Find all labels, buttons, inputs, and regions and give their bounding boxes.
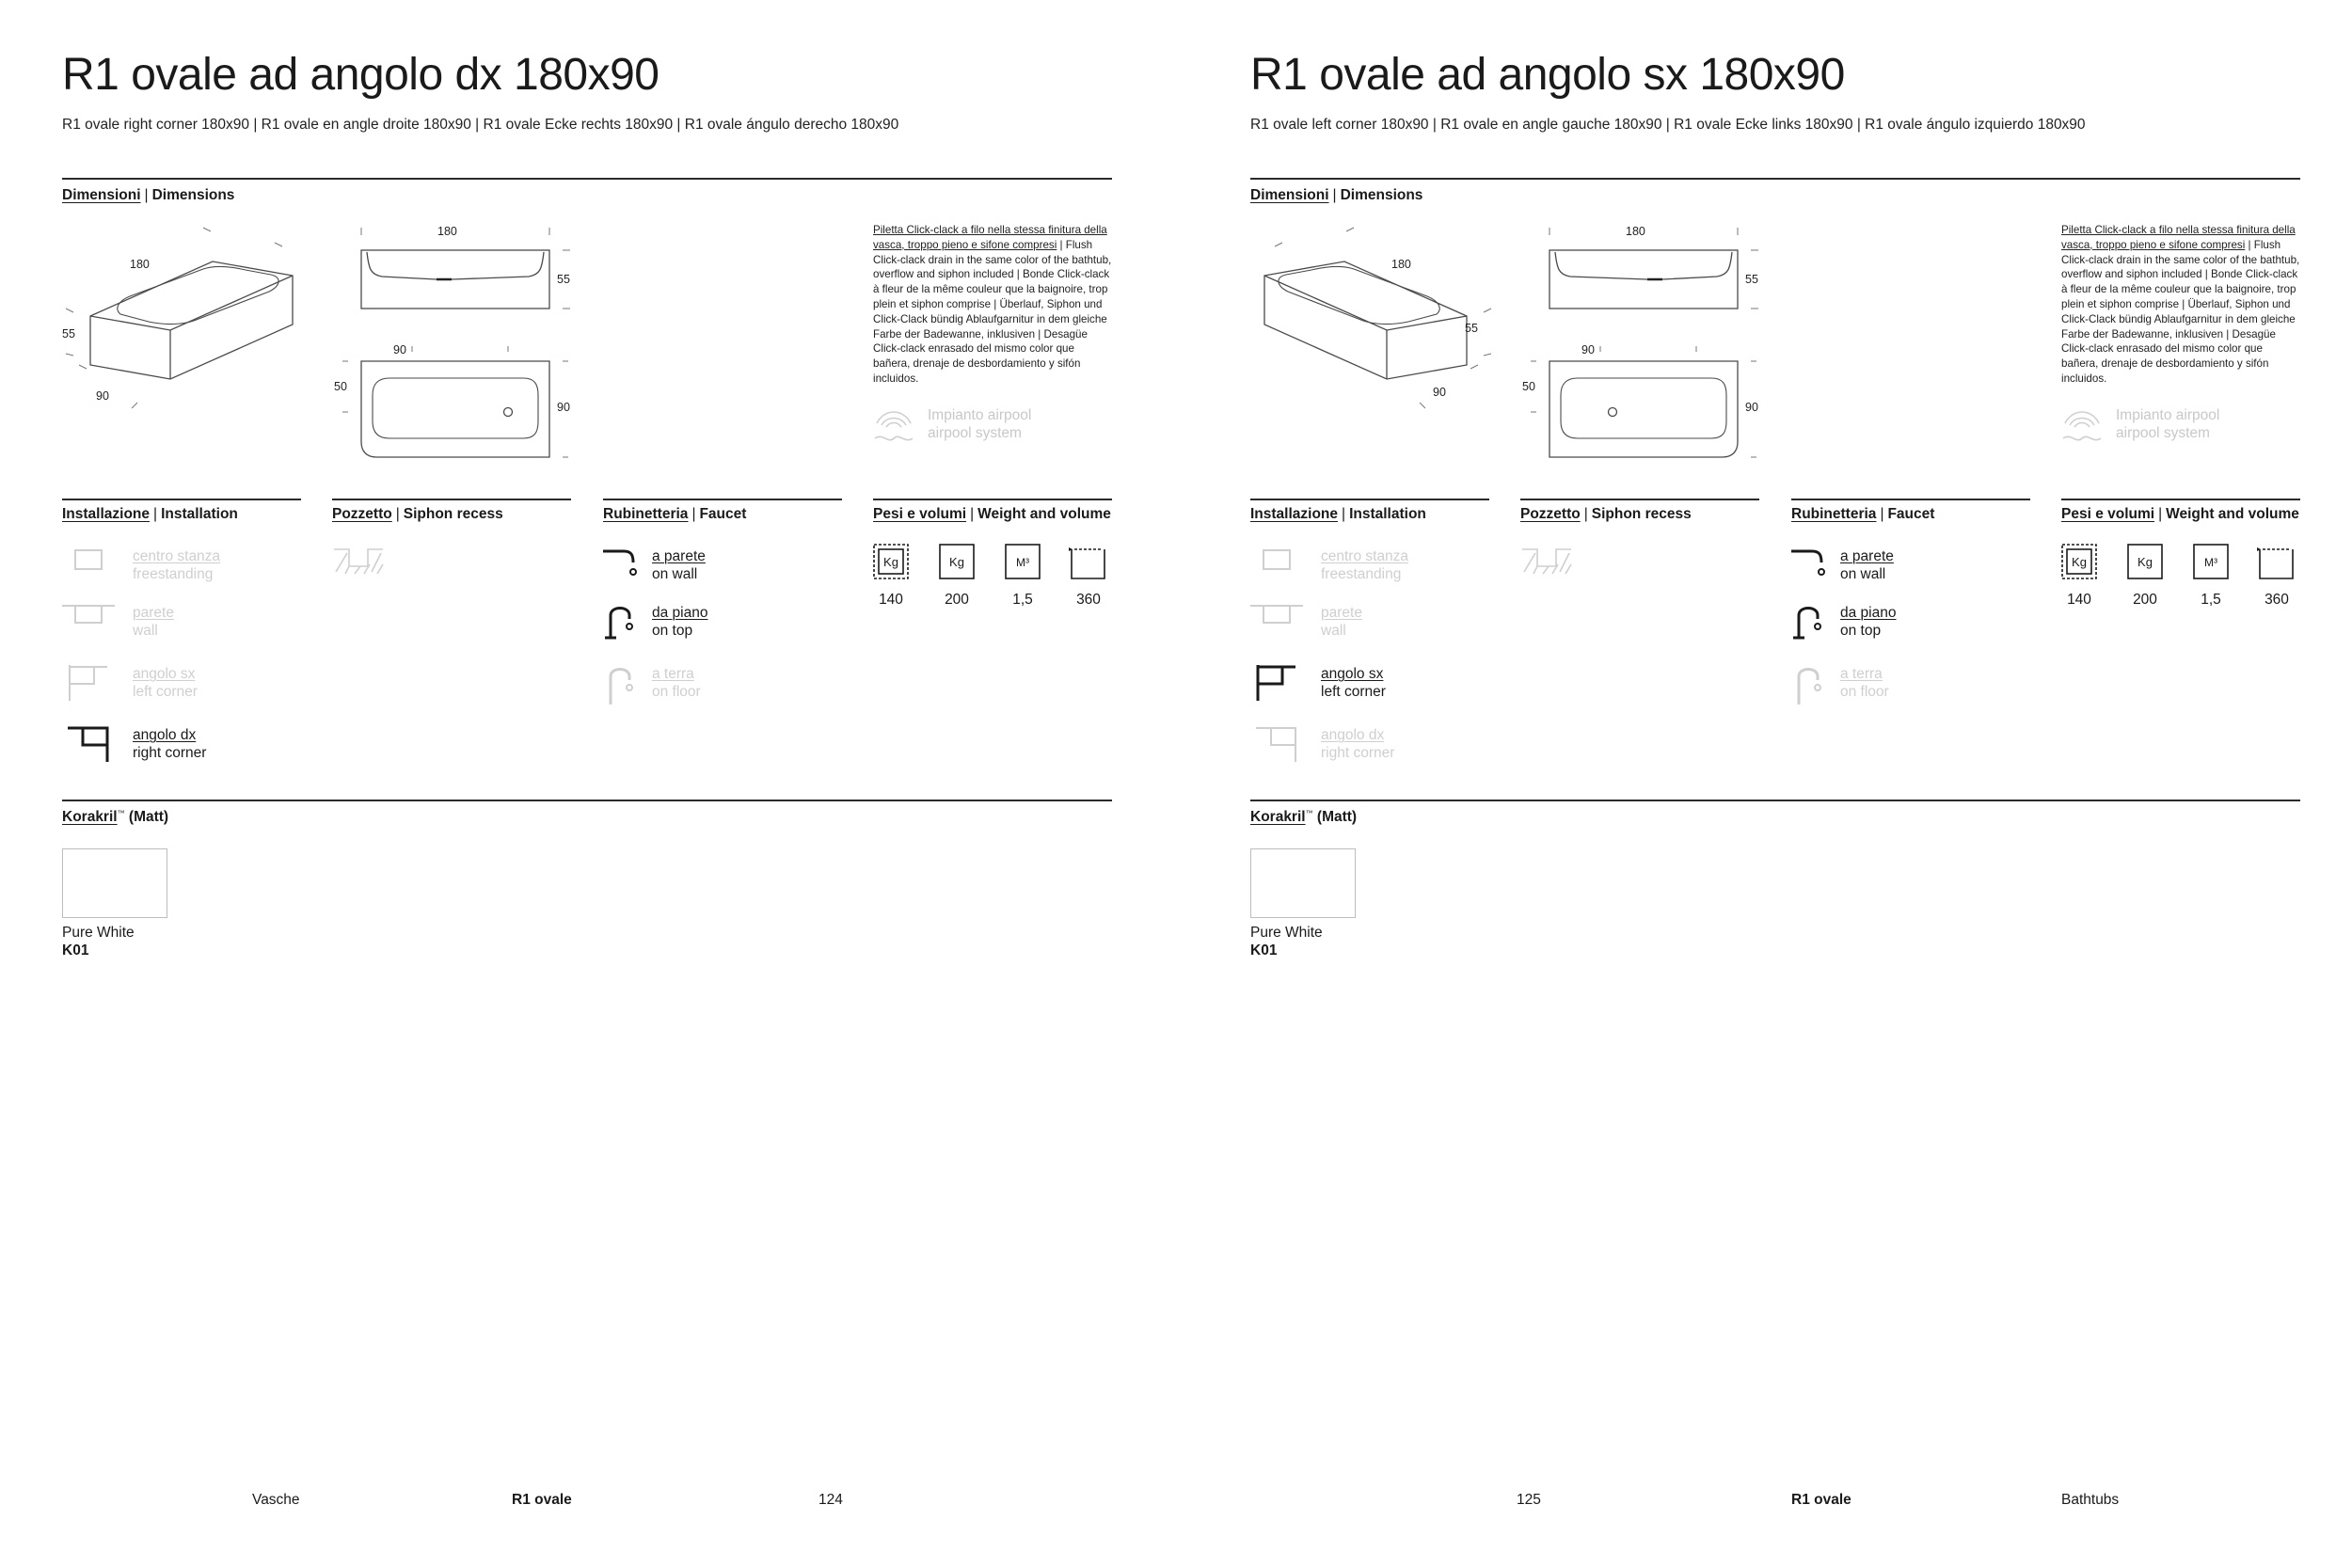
gross-weight-unit: Kg [949, 555, 964, 569]
option-label-it: a terra [652, 666, 694, 682]
option-label-it: parete [1321, 605, 1362, 621]
dimensions-heading-en: Dimensions [151, 187, 235, 203]
faucet-option-on-floor [1791, 663, 2030, 705]
right-page [1188, 0, 2352, 1568]
front-view-drawing [1538, 226, 1773, 320]
capacity-value: 360 [2265, 592, 2289, 608]
option-label-it: da piano [1840, 605, 1897, 621]
installation-option-wall [1250, 602, 1489, 643]
left-page-content [62, 0, 1112, 1568]
option-label-en: left corner [133, 684, 198, 700]
drain-note [2061, 223, 2300, 387]
airpool-label [2116, 406, 2219, 442]
faucet-heading-en: Faucet [699, 506, 747, 522]
gross-weight-value: 200 [2133, 592, 2157, 608]
volume-unit: M³ [1016, 556, 1029, 569]
drain-note-translations: | Flush Click-clack drain in the same color of the bathtub, overflow and siphon included | Bonde Click-clack à fleur de la même couleur que la baignoire, trop plein et siphon comprise | Überlauf, Siphon und Click-Clack bündig Ablaufgarnitur in dem gleiche Farbe der Badewanne, inklusiven | Desagüe Click-clack enrasado del mismo color que bañera, drenaje de desbordamiento y sifón incluidos. [873, 238, 1112, 385]
faucet-heading-it: Rubinetteria [1791, 506, 1877, 522]
front-length-label: 180 [1626, 225, 1645, 238]
weight-volume-group [2061, 544, 2300, 610]
faucet-heading-en: Faucet [1887, 506, 1935, 522]
freestanding-icon [62, 546, 115, 587]
installation-heading-it: Installazione [1250, 506, 1339, 522]
material-finish: (Matt) [128, 809, 169, 826]
left-corner-icon [62, 663, 115, 705]
front-height-label: 55 [1745, 273, 1758, 286]
page-subtitle: R1 ovale left corner 180x90 | R1 ovale en angle gauche 180x90 | R1 ovale Ecke links 180x90 | R1 ovale ángulo izquierdo 180x90 [1250, 117, 2086, 133]
trademark-mark: ™ [1305, 809, 1313, 817]
option-label-en: on floor [1840, 684, 1889, 700]
option-label-it: angolo dx [1321, 727, 1385, 743]
material-heading-name: Korakril [62, 809, 118, 826]
material-heading [62, 809, 168, 826]
drain-note-translations: | Flush Click-clack drain in the same color of the bathtub, overflow and siphon included | Bonde Click-clack à fleur de la même couleur que la baignoire, trop plein et siphon comprise | Überlauf, Siphon und Click-Clack bündig Ablaufgarnitur in dem gleiche Farbe der Badewanne, inklusiven | Desagüe Click-clack enrasado del mismo color que bañera, drenaje de desbordamiento y sifón incluidos. [2061, 238, 2300, 385]
gross-weight-icon [939, 544, 975, 579]
top-faucet-icon [603, 602, 656, 643]
net-weight-unit: Kg [883, 555, 898, 569]
section-rule [62, 178, 1112, 180]
section-rule [2061, 499, 2300, 500]
trademark-mark: ™ [117, 809, 125, 817]
siphon-recess-icon [332, 546, 385, 578]
faucet-option-on-top [1791, 602, 2030, 643]
swatch-code: K01 [62, 942, 89, 958]
drain-note-main: Piletta Click-clack a filo nella stessa finitura della vasca, troppo pieno e sifone compresi [873, 224, 1107, 251]
faucet-option-on-top [603, 602, 842, 643]
iso-width-label: 90 [96, 389, 109, 403]
section-rule [603, 499, 842, 500]
front-height-label: 55 [557, 273, 570, 286]
option-label-it: da piano [652, 605, 708, 621]
color-swatch-pure-white[interactable] [62, 848, 167, 918]
capacity-icon [2259, 544, 2295, 579]
option-label-it: a terra [1840, 666, 1883, 682]
faucet-heading: Rubinetteria | Faucet [1791, 506, 1935, 522]
net-weight-value: 140 [879, 592, 903, 608]
material-heading-name: Korakril [1250, 809, 1306, 826]
volume-value: 1,5 [2201, 592, 2221, 608]
volume-icon [1005, 544, 1041, 579]
capacity-icon [1071, 544, 1106, 579]
installation-option-freestanding [62, 546, 301, 587]
section-rule [1250, 178, 2300, 180]
faucet-option-on-wall [603, 546, 842, 587]
iso-width-label: 90 [1433, 386, 1446, 399]
drain-note [873, 223, 1112, 387]
top-view-drawing [1523, 341, 1777, 463]
iso-length-label: 180 [1391, 258, 1411, 271]
gross-weight-value: 200 [945, 592, 969, 608]
installation-heading-en: Installation [161, 506, 238, 522]
option-label-it: a parete [652, 548, 706, 564]
gross-weight-unit: Kg [2137, 555, 2153, 569]
option-label-en: wall [1321, 623, 1346, 639]
option-label-it: angolo sx [1321, 666, 1384, 682]
floor-faucet-icon [1791, 663, 1844, 705]
net-weight-value: 140 [2067, 592, 2091, 608]
option-label-en: wall [133, 623, 158, 639]
installation-heading: Installazione | Installation [1250, 506, 1426, 522]
option-label-it: centro stanza [1321, 548, 1409, 564]
net-weight-icon [2061, 544, 2097, 579]
volume-value: 1,5 [1012, 592, 1033, 608]
airpool-label [928, 406, 1031, 442]
siphon-heading: Pozzetto | Siphon recess [332, 506, 503, 522]
wall-icon [62, 602, 115, 643]
installation-heading-en: Installation [1349, 506, 1426, 522]
color-swatch-pure-white[interactable] [1250, 848, 1356, 918]
volume-unit: M³ [2204, 556, 2217, 569]
installation-option-freestanding [1250, 546, 1489, 587]
volume-icon [2193, 544, 2229, 579]
option-label-en: freestanding [1321, 566, 1402, 582]
option-label-it: centro stanza [133, 548, 221, 564]
right-corner-icon [1250, 724, 1303, 766]
top-drain-offset-label: 50 [334, 380, 347, 393]
option-label-en: on wall [652, 566, 698, 582]
capacity-value: 360 [1076, 592, 1101, 608]
page-title: R1 ovale ad angolo dx 180x90 [62, 50, 660, 100]
top-depth-label: 90 [1745, 401, 1758, 414]
option-label-it: parete [133, 605, 174, 621]
installation-option-left-corner [62, 663, 301, 705]
floor-faucet-icon [603, 663, 656, 705]
airpool-label-en: airpool system [2116, 425, 2210, 441]
iso-height-label: 55 [1465, 322, 1478, 335]
gross-weight-icon [2127, 544, 2163, 579]
footer-section: Bathtubs [2061, 1492, 2120, 1508]
wall-faucet-icon [1791, 546, 1844, 587]
installation-option-left-corner [1250, 663, 1489, 705]
faucet-heading: Rubinetteria | Faucet [603, 506, 747, 522]
section-rule [1791, 499, 2030, 500]
page-subtitle: R1 ovale right corner 180x90 | R1 ovale en angle droite 180x90 | R1 ovale Ecke rechts 180x90 | R1 ovale ángulo derecho 180x90 [62, 117, 899, 133]
airpool-label-it: Impianto airpool [2116, 407, 2220, 423]
option-label-it: angolo sx [133, 666, 196, 682]
footer-product: R1 ovale [512, 1492, 572, 1508]
swatch-name: Pure White [1250, 925, 1323, 941]
isometric-drawing [1250, 224, 1495, 421]
section-rule [873, 499, 1112, 500]
freestanding-icon [1250, 546, 1303, 587]
material-heading [1250, 809, 1357, 826]
option-label-it: a parete [1840, 548, 1894, 564]
iso-height-label: 55 [62, 327, 75, 341]
right-corner-icon [62, 724, 115, 766]
weight-volume-group [873, 544, 1112, 610]
airpool-label-en: airpool system [928, 425, 1022, 441]
top-half-label: 90 [393, 343, 406, 356]
installation-option-right-corner [62, 724, 301, 766]
dimensions-heading: Dimensioni | Dimensions [62, 187, 235, 203]
installation-option-right-corner [1250, 724, 1489, 766]
option-label-en: freestanding [133, 566, 214, 582]
section-rule [1520, 499, 1759, 500]
top-view-drawing [335, 341, 589, 463]
siphon-heading: Pozzetto | Siphon recess [1520, 506, 1692, 522]
section-rule [332, 499, 571, 500]
installation-heading-it: Installazione [62, 506, 151, 522]
net-weight-icon [873, 544, 909, 579]
dimensions-heading: Dimensioni | Dimensions [1250, 187, 1423, 203]
option-label-en: on top [1840, 623, 1882, 639]
front-length-label: 180 [437, 225, 457, 238]
siphon-heading-en: Siphon recess [1591, 506, 1692, 522]
siphon-heading-en: Siphon recess [403, 506, 503, 522]
option-label-en: right corner [1321, 745, 1395, 761]
option-label-it: angolo dx [133, 727, 197, 743]
swatch-name: Pure White [62, 925, 135, 941]
section-rule [1250, 499, 1489, 500]
footer-page-number: 125 [1517, 1492, 1541, 1508]
footer-section: Vasche [252, 1492, 300, 1508]
top-drain-offset-label: 50 [1522, 380, 1535, 393]
top-half-label: 90 [1581, 343, 1595, 356]
faucet-heading-it: Rubinetteria [603, 506, 689, 522]
page-title: R1 ovale ad angolo sx 180x90 [1250, 50, 1845, 100]
weights-heading: Pesi e volumi | Weight and volume [873, 506, 1111, 522]
siphon-recess-icon [1520, 546, 1573, 578]
dimensions-heading-en: Dimensions [1340, 187, 1423, 203]
installation-heading: Installazione | Installation [62, 506, 238, 522]
airpool-option [2061, 404, 2300, 448]
swatch-code: K01 [1250, 942, 1278, 958]
section-rule [62, 800, 1112, 801]
iso-length-label: 180 [130, 258, 150, 271]
weights-heading-it: Pesi e volumi [873, 506, 967, 522]
right-page-content [1250, 0, 2300, 1568]
option-label-en: left corner [1321, 684, 1386, 700]
faucet-option-on-wall [1791, 546, 2030, 587]
airpool-option [873, 404, 1112, 448]
wall-faucet-icon [603, 546, 656, 587]
material-finish: (Matt) [1316, 809, 1358, 826]
siphon-heading-it: Pozzetto [332, 506, 392, 522]
top-faucet-icon [1791, 602, 1844, 643]
weights-heading-en: Weight and volume [2166, 506, 2299, 522]
dimensions-heading-it: Dimensioni [1250, 187, 1329, 203]
footer-product: R1 ovale [1791, 1492, 1851, 1508]
top-depth-label: 90 [557, 401, 570, 414]
weights-heading-it: Pesi e volumi [2061, 506, 2155, 522]
faucet-option-on-floor [603, 663, 842, 705]
section-rule [62, 499, 301, 500]
option-label-en: on top [652, 623, 693, 639]
installation-option-wall [62, 602, 301, 643]
airpool-icon [873, 404, 914, 448]
wall-icon [1250, 602, 1303, 643]
front-view-drawing [350, 226, 585, 320]
net-weight-unit: Kg [2072, 555, 2087, 569]
dimensions-heading-it: Dimensioni [62, 187, 141, 203]
weights-heading: Pesi e volumi | Weight and volume [2061, 506, 2299, 522]
option-label-en: right corner [133, 745, 207, 761]
weights-heading-en: Weight and volume [977, 506, 1111, 522]
footer-page-number: 124 [818, 1492, 843, 1508]
airpool-label-it: Impianto airpool [928, 407, 1032, 423]
section-rule [1250, 800, 2300, 801]
airpool-icon [2061, 404, 2103, 448]
option-label-en: on floor [652, 684, 701, 700]
option-label-en: on wall [1840, 566, 1886, 582]
left-corner-icon [1250, 663, 1303, 705]
siphon-heading-it: Pozzetto [1520, 506, 1581, 522]
drain-note-main: Piletta Click-clack a filo nella stessa finitura della vasca, troppo pieno e sifone compresi [2061, 224, 2296, 251]
